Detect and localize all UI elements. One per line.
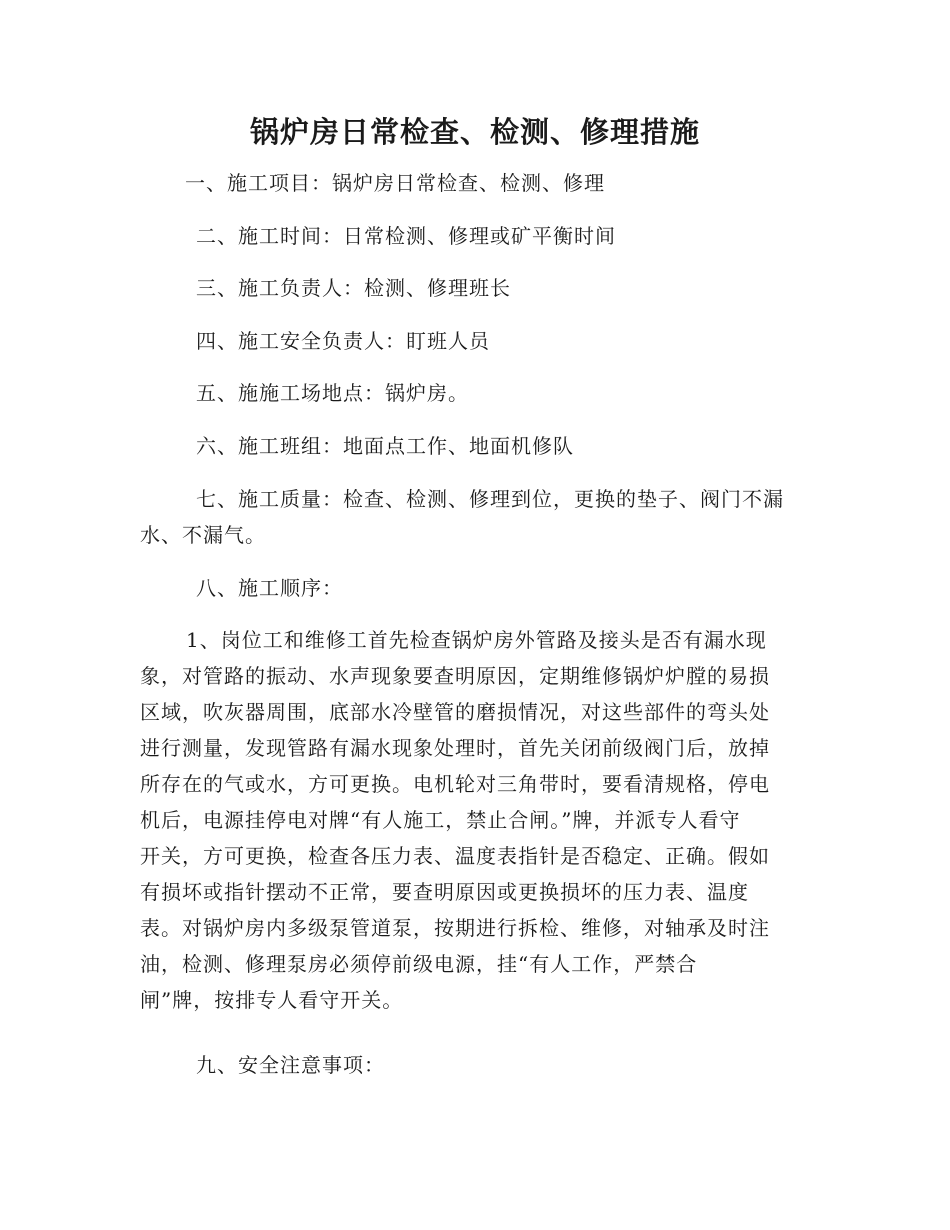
item-construction-leader: 三、施工负责人：检测、修理班长 <box>196 276 511 300</box>
item-construction-project: 一、施工项目：锅炉房日常检查、检测、修理 <box>185 171 605 195</box>
item-construction-site: 五、施施工场地点：锅炉房。 <box>196 381 469 405</box>
paragraph-line: 所存在的气或水，方可更换。电机轮对三角带时，要看清规格，停电 <box>140 772 770 796</box>
paragraph-line: 机后，电源挂停电对牌“有人施工，禁止合闸。”牌，并派专人看守 <box>140 808 741 832</box>
item-quality-line1: 七、施工质量：检查、检测、修理到位，更换的垫子、阀门不漏 <box>196 487 784 511</box>
paragraph-line: 有损坏或指针摆动不正常，要查明原因或更换损坏的压力表、温度 <box>140 880 749 904</box>
paragraph-line: 闸”牌，按排专人看守开关。 <box>140 988 404 1012</box>
item-construction-team: 六、施工班组：地面点工作、地面机修队 <box>196 434 574 458</box>
paragraph-line: 表。对锅炉房内多级泵管道泵，按期进行拆检、维修，对轴承及时注 <box>140 916 770 940</box>
paragraph-line: 象，对管路的振动、水声现象要查明原因，定期维修锅炉炉膛的易损 <box>140 664 770 688</box>
paragraph-line: 进行测量，发现管路有漏水现象处理时，首先关闭前级阀门后，放掉 <box>140 736 770 760</box>
document-title: 锅炉房日常检查、检测、修理措施 <box>249 115 700 149</box>
paragraph-sequence-details <box>140 625 805 1025</box>
item-construction-sequence: 八、施工顺序： <box>196 576 343 600</box>
item-safety-notes: 九、安全注意事项： <box>196 1053 385 1077</box>
item-construction-time: 二、施工时间：日常检测、修理或矿平衡时间 <box>196 224 616 248</box>
item-quality-line2: 水、不漏气。 <box>140 523 266 547</box>
paragraph-line: 1、岗位工和维修工首先检查锅炉房外管路及接头是否有漏水现 <box>186 628 767 652</box>
paragraph-line: 油，检测、修理泵房必须停前级电源，挂“有人工作，严禁合 <box>140 952 698 976</box>
paragraph-line: 开关，方可更换，检查各压力表、温度表指针是否稳定、正确。假如 <box>140 844 770 868</box>
paragraph-line: 区域，吹灰器周围，底部水冷壁管的磨损情况，对这些部件的弯头处 <box>140 700 770 724</box>
item-safety-leader: 四、施工安全负责人：盯班人员 <box>196 329 490 353</box>
